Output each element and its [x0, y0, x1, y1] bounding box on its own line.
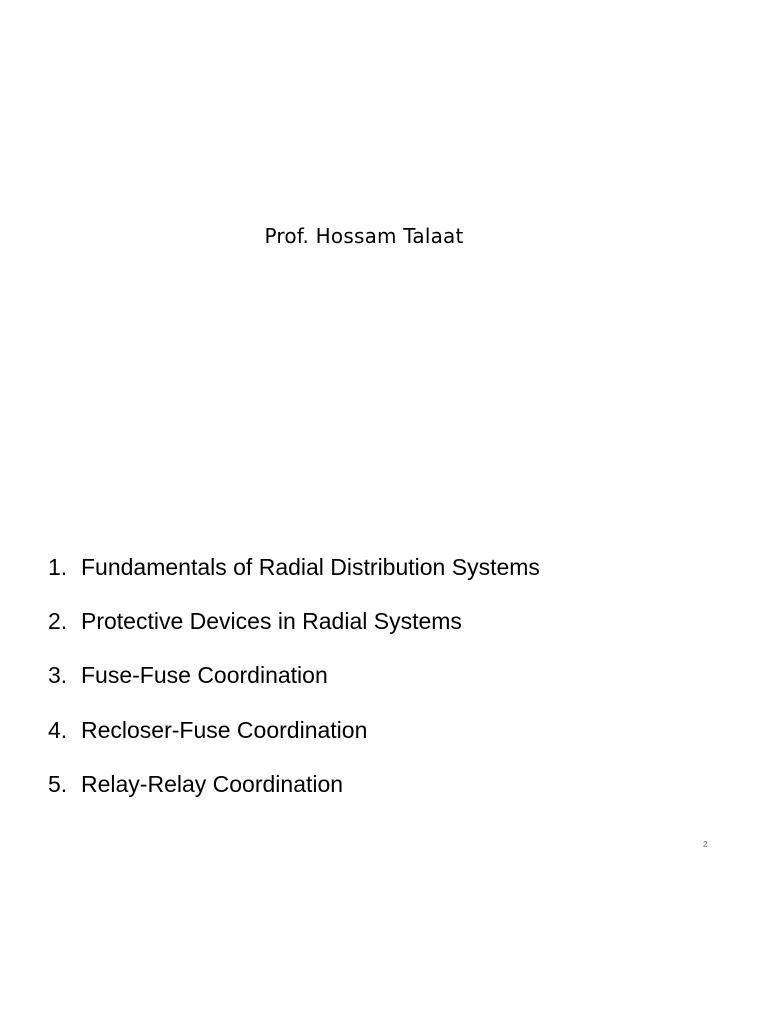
- outline-item-text: Fuse-Fuse Coordination: [81, 662, 328, 689]
- outline-list: [48, 554, 540, 825]
- outline-item-text: Fundamentals of Radial Distribution Systems: [81, 554, 540, 580]
- outline-item-number: 4.: [48, 716, 68, 743]
- outline-item: [48, 608, 540, 662]
- outline-item: [48, 554, 540, 608]
- outline-item-text: Recloser-Fuse Coordination: [81, 716, 368, 743]
- outline-item-number: 1.: [48, 554, 68, 580]
- outline-item-text: Protective Devices in Radial Systems: [81, 608, 462, 635]
- outline-item: [48, 771, 540, 825]
- outline-item-text: Relay-Relay Coordination: [81, 770, 344, 797]
- outline-item: [48, 662, 540, 716]
- outline-item-number: 2.: [48, 608, 68, 635]
- author-name: Prof. Hossam Talaat: [264, 224, 464, 248]
- outline-item-number: 5.: [48, 770, 68, 797]
- page-number: 2: [703, 840, 708, 849]
- outline-item-number: 3.: [48, 662, 68, 689]
- outline-item: [48, 717, 540, 771]
